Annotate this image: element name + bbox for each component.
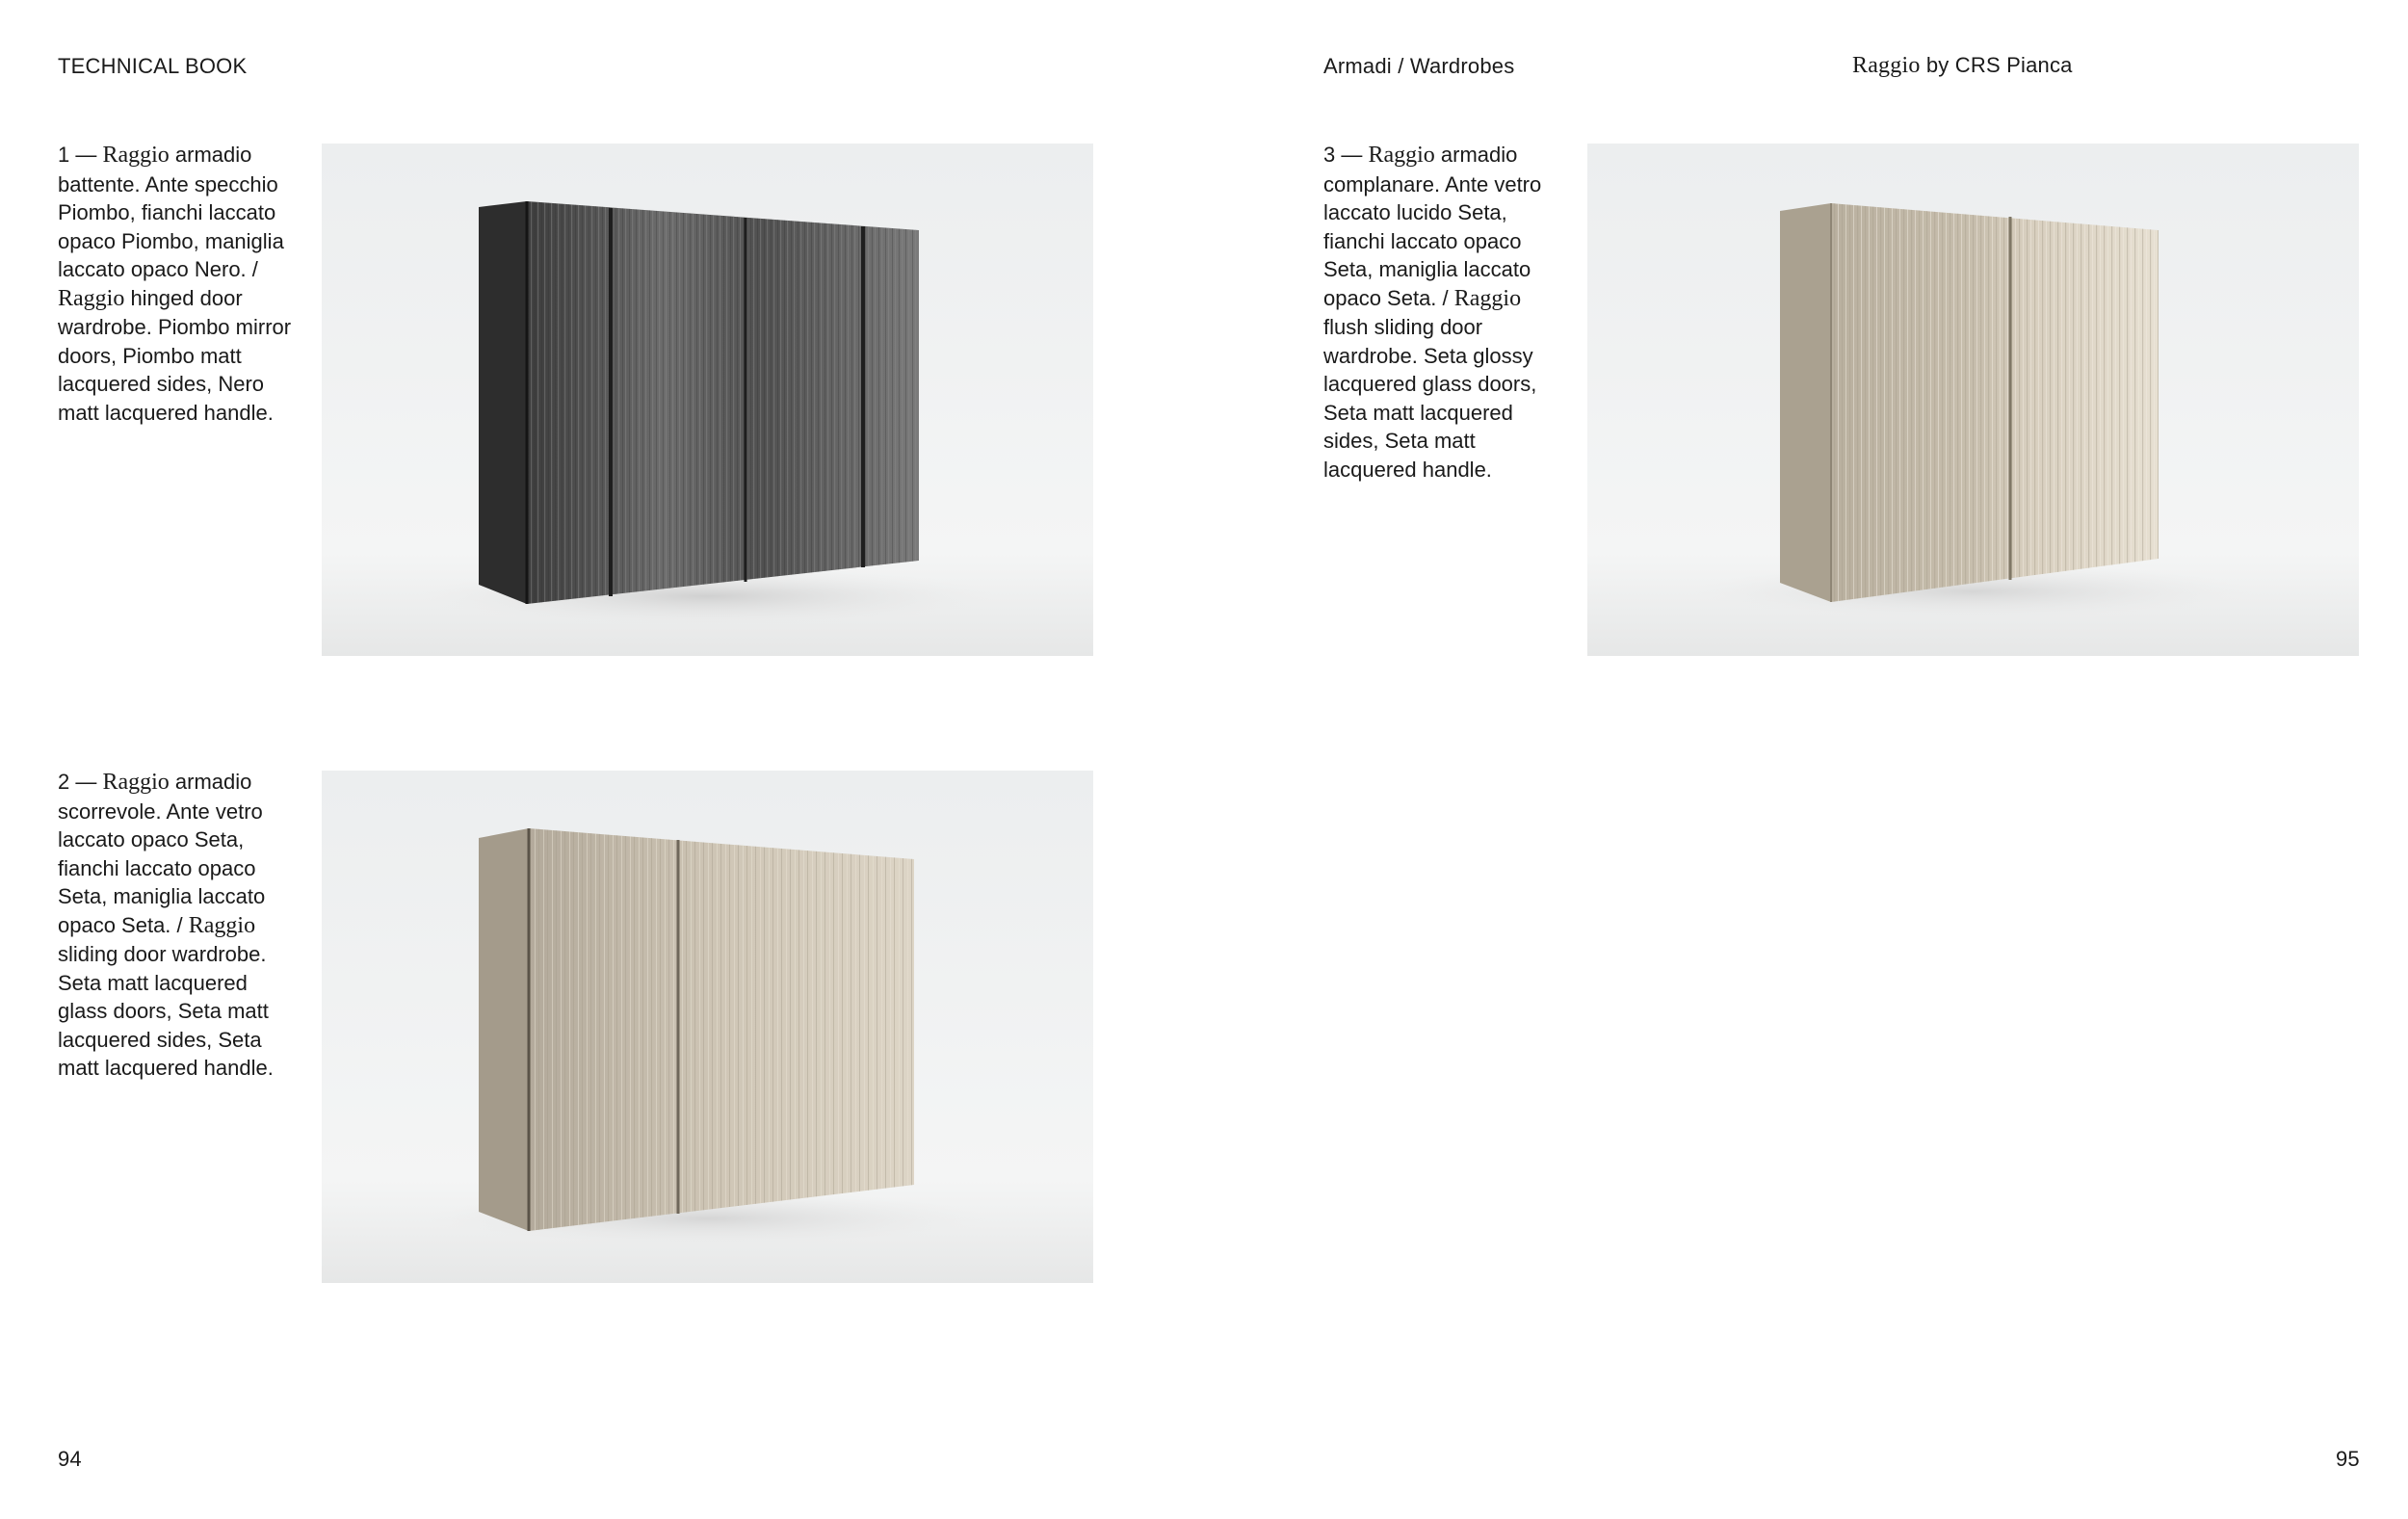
collection-maker: by CRS Pianca: [1920, 53, 2073, 77]
caption-line: opaco Seta. / Raggio: [1323, 285, 1522, 311]
caption-line: complanare. Ante vetro: [1323, 171, 1542, 196]
caption-line: 1 — Raggio armadio: [58, 143, 252, 168]
caption-3: [1323, 141, 1555, 484]
caption-line: battente. Ante specchio: [58, 171, 278, 196]
caption-line: doors, Piombo matt: [58, 343, 242, 368]
page-number-left: 94: [58, 1447, 82, 1471]
caption-line: Piombo, fianchi laccato: [58, 200, 276, 224]
section-title: Armadi / Wardrobes: [1323, 54, 1515, 78]
caption-line: scorrevole. Ante vetro: [58, 799, 263, 824]
caption-line: opaco Piombo, maniglia: [58, 228, 284, 253]
caption-line: Seta, maniglia laccato: [58, 884, 266, 908]
caption-line: Seta, maniglia laccato: [1323, 257, 1531, 281]
caption-1: [58, 141, 299, 427]
caption-line: flush sliding door: [1323, 315, 1483, 339]
caption-line: lacquered sides, Seta: [58, 1027, 262, 1052]
book-title: TECHNICAL BOOK: [58, 54, 248, 78]
collection-name: Raggio: [1852, 53, 1921, 78]
caption-line: 3 — Raggio armadio: [1323, 143, 1518, 168]
page-number-right: 95: [2336, 1447, 2360, 1471]
caption-line: matt lacquered handle.: [58, 400, 274, 425]
caption-line: sliding door wardrobe.: [58, 942, 267, 966]
caption-line: opaco Seta. / Raggio: [58, 912, 256, 938]
caption-line: lacquered handle.: [1323, 457, 1492, 482]
caption-line: Seta matt lacquered: [1323, 400, 1513, 425]
wardrobe-photo-3: [1587, 144, 2359, 656]
caption-line: glass doors, Seta matt: [58, 999, 269, 1023]
caption-line: laccato opaco Nero. /: [58, 257, 258, 281]
caption-2: [58, 768, 299, 1083]
caption-line: wardrobe. Seta glossy: [1323, 343, 1533, 368]
caption-line: fianchi laccato opaco: [1323, 228, 1522, 253]
collection-title: [1852, 53, 2073, 79]
caption-line: fianchi laccato opaco: [58, 855, 256, 880]
wardrobe-photo-2: [322, 771, 1093, 1283]
caption-line: wardrobe. Piombo mirror: [58, 315, 292, 339]
flush-sliding-wardrobe-image: [1587, 144, 2359, 656]
caption-line: matt lacquered handle.: [58, 1056, 274, 1080]
wardrobe-photo-1: [322, 144, 1093, 656]
caption-line: laccato opaco Seta,: [58, 827, 245, 851]
caption-line: Raggio hinged door: [58, 285, 243, 311]
caption-line: lacquered glass doors,: [1323, 372, 1537, 396]
caption-line: 2 — Raggio armadio: [58, 770, 252, 795]
caption-line: sides, Seta matt: [1323, 429, 1476, 453]
hinged-wardrobe-image: [322, 144, 1093, 656]
caption-line: lacquered sides, Nero: [58, 372, 265, 396]
caption-line: laccato lucido Seta,: [1323, 200, 1507, 224]
sliding-wardrobe-image: [322, 771, 1093, 1283]
caption-line: Seta matt lacquered: [58, 970, 248, 995]
